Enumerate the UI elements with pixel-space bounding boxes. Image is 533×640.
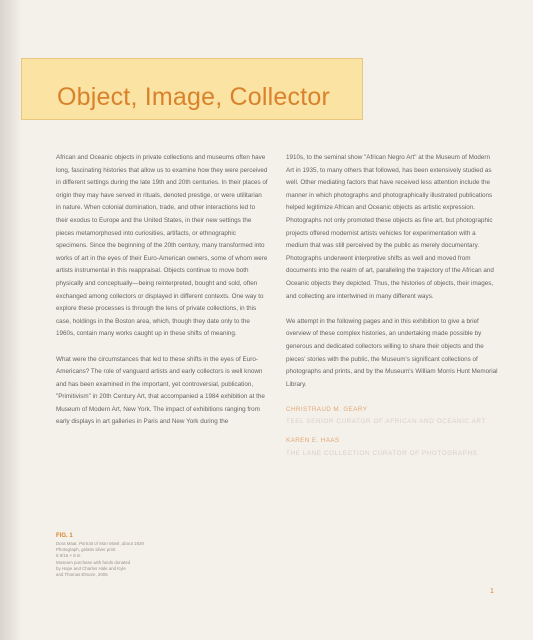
- caption-date: , about 1929: [119, 541, 144, 546]
- right-column: [286, 152, 498, 466]
- signature-title: THE LANE COLLECTION CURATOR OF PHOTOGRAPHS: [286, 449, 478, 457]
- caption-line: by Hope and Charles Hale and Kyle: [56, 565, 126, 571]
- page-title: Object, Image, Collector: [57, 83, 330, 111]
- caption-line: and Thomas Elmore, 2005: [56, 572, 108, 578]
- figure-caption: [56, 532, 176, 578]
- caption-line: 5 9/16 × 8 in.: [56, 553, 82, 559]
- paragraph: We attempt in the following pages and in this exhibition to give a brief overview of these complex histories, an undertaking made possible by generous and dedicated collectors willing to share their objects and the pieces' stories with the public, the Museum's significant collections of photographs and prints, and by the Museum's William Morris Hunt Memorial Library.: [286, 317, 498, 388]
- caption-title: Portrait of Man Mask: [78, 541, 120, 546]
- paragraph: What were the circumstances that led to these shifts in the eyes of Euro-Americans? The role of vanguard artists and early collectors is well known and has been examined in the important, yet controversial, publication, "Primitivism" in 20th Century Art, that accompanied a 1984 exhibition at the Museum of Modern Art, New York. The impact of exhibitions ranging from early displays in art galleries in Paris and New York during the: [56, 355, 265, 426]
- page-number: 1: [490, 588, 494, 595]
- caption-author: Dora Maar,: [56, 541, 79, 546]
- signature-name: CHRISTRAUD M. GEARY: [286, 405, 368, 413]
- caption-line: Museum purchase with funds donated: [56, 559, 131, 565]
- signature-title: TEEL SENIOR CURATOR OF AFRICAN AND OCEANIC ART: [286, 418, 486, 426]
- paragraph: African and Oceanic objects in private collections and museums often have long, fascinating histories that allow us to examine how they were perceived in different settings during the late 19th and 20th centuries. In their places of origin they may have served in rituals, denoted prestige, or were utilitarian in nature. When colonial domination, trade, and other interactions led to their exodus to Europe and the United States, in their new settings the pieces metamorphosed into curiosities, artifacts, or ethnographic specimens. Since the beginning of the 20th century, many transformed into works of art in the eyes of their Euro-American owners, some of whom were artists instrumental in this reappraisal. Objects continue to move both physically and conceptually—being reinterpreted, bought and sold, often exchanged among collectors or displayed in different contexts. One way to explore these processes is through the lens of private collections, in this case, holdings in the Boston area, which, though they date only to the 1960s, contain many works caught up in these shifts of meaning.: [56, 154, 268, 338]
- left-column: [56, 152, 268, 442]
- page-gutter-shadow: [0, 0, 22, 640]
- caption-line: Photograph, gelatin silver print: [56, 547, 116, 553]
- figure-label: FIG. 1: [56, 533, 73, 539]
- signature-name: KAREN E. HAAS: [286, 437, 340, 445]
- signature-block: [286, 404, 498, 460]
- paragraph: 1910s, to the seminal show "African Negro Art" at the Museum of Modern Art in 1935, to many others that followed, has been extensively studied as well. Other mediating factors that have received less attention include the manner in which photographs and photographically illustrated publications helped legitimize African and Oceanic objects as artistic expression. Photographs not only promoted these objects as fine art, but photographic projects offered modernist artists vehicles for experimentation with a medium that was still perceived by the public as merely documentary. Photographs underwent interpretive shifts as well and moved from documents into the realm of art, paralleling the trajectory of the African and Oceanic objects they depicted. Thus, the histories of objects, their images, and collecting are intertwined in many different ways.: [286, 154, 494, 300]
